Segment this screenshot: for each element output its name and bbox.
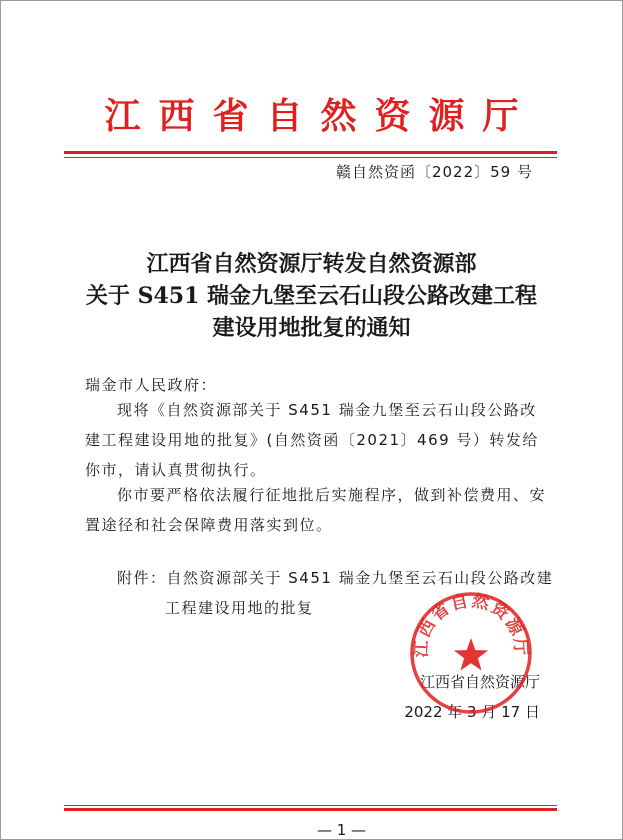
document-number: 赣自然资函〔2022〕59 号 — [335, 163, 533, 181]
red-header-organization: 江西省自然资源厅 — [104, 95, 537, 137]
header-rule-thick — [64, 151, 557, 154]
body-paragraph-2: 你市要严格依法履行征地批后实施程序，做到补偿费用、安置途径和社会保障费用落实到位。 — [85, 486, 547, 534]
seal-lettering: 江西省自然资源厅 — [411, 591, 531, 659]
official-seal — [408, 590, 534, 716]
page-number: — 1 — — [316, 821, 367, 839]
signature-date: 2022 年 3 月 17 日 — [404, 703, 540, 721]
footer-rule-thick — [64, 808, 557, 811]
document-title — [0, 248, 623, 344]
salutation: 瑞金市人民政府： — [85, 376, 218, 394]
title-line-2: 关于 S451 瑞金九堡至云石山段公路改建工程 — [85, 283, 538, 309]
body-paragraph-1: 现将《自然资源部关于 S451 瑞金九堡至云石山段公路改建工程建设用地的批复》(自然资函〔2021〕469 号）转发给你市，请认真贯彻执行。 — [85, 401, 539, 479]
title-line-1: 江西省自然资源厅转发自然资源部 — [146, 251, 477, 277]
star-icon — [454, 638, 488, 671]
header-rule-thin — [64, 157, 557, 158]
attachment-line-1: 附件：自然资源部关于 S451 瑞金九堡至云石山段公路改建 — [117, 569, 554, 587]
attachment-line-2: 工程建设用地的批复 — [165, 599, 314, 617]
signature-issuer: 江西省自然资源厅 — [419, 673, 540, 691]
title-line-3: 建设用地批复的通知 — [212, 315, 411, 341]
footer-rule-thin — [64, 805, 557, 806]
